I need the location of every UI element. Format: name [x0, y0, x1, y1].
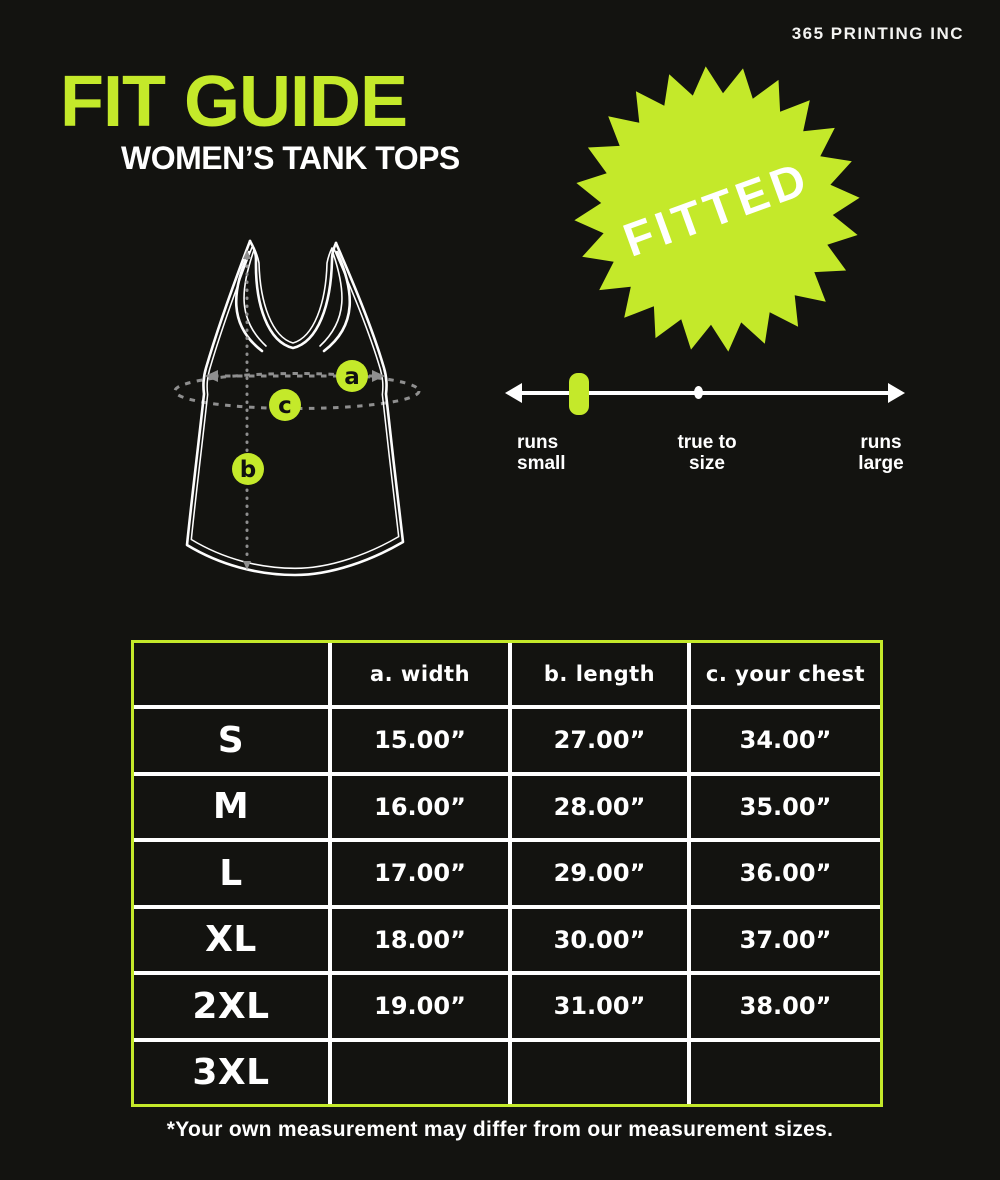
header-length: b. length — [512, 643, 687, 705]
value-3xl-chest — [691, 1042, 880, 1105]
value-3xl-length — [512, 1042, 687, 1105]
value-xl-width: 18.00” — [332, 909, 508, 972]
value-2xl-width: 19.00” — [332, 975, 508, 1038]
svg-text:c: c — [278, 393, 292, 419]
scale-arrow-right-icon — [888, 383, 905, 403]
page-subtitle: WOMEN’S TANK TOPS — [121, 140, 460, 176]
scale-label-runs-small: runs small — [517, 432, 566, 474]
value-s-length: 27.00” — [512, 709, 687, 772]
scale-label-true-to-size: true to size — [677, 432, 737, 474]
value-l-width: 17.00” — [332, 842, 508, 905]
value-s-width: 15.00” — [332, 709, 508, 772]
value-l-chest: 36.00” — [691, 842, 880, 905]
marker-c — [269, 389, 301, 421]
header-corner-cell — [134, 643, 328, 705]
size-label-l: L — [134, 842, 328, 905]
fitted-badge — [570, 62, 864, 356]
value-2xl-length: 31.00” — [512, 975, 687, 1038]
svg-text:b: b — [239, 457, 257, 483]
value-l-length: 29.00” — [512, 842, 687, 905]
size-label-s: S — [134, 709, 328, 772]
size-label-3xl: 3XL — [134, 1042, 328, 1105]
scale-midpoint-dot — [694, 386, 703, 399]
marker-b — [232, 453, 264, 485]
value-xl-length: 30.00” — [512, 909, 687, 972]
scale-label-runs-large: runs large — [858, 432, 904, 474]
brand-text: 365 PRINTING INC — [791, 24, 964, 43]
badge-label: FITTED — [616, 150, 818, 267]
value-s-chest: 34.00” — [691, 709, 880, 772]
header-chest: c. your chest — [691, 643, 880, 705]
value-m-width: 16.00” — [332, 776, 508, 839]
tank-top-diagram — [150, 228, 462, 592]
scale-indicator — [569, 373, 589, 415]
header-width: a. width — [332, 643, 508, 705]
value-2xl-chest: 38.00” — [691, 975, 880, 1038]
size-label-m: M — [134, 776, 328, 839]
value-m-length: 28.00” — [512, 776, 687, 839]
fit-scale — [505, 362, 905, 474]
value-m-chest: 35.00” — [691, 776, 880, 839]
svg-text:a: a — [344, 364, 360, 390]
value-3xl-width — [332, 1042, 508, 1105]
marker-a — [336, 360, 368, 392]
value-xl-chest: 37.00” — [691, 909, 880, 972]
size-table — [131, 640, 883, 1107]
page-title: FIT GUIDE — [60, 62, 407, 142]
size-label-2xl: 2XL — [134, 975, 328, 1038]
footnote: *Your own measurement may differ from our measurement sizes. — [166, 1118, 834, 1141]
size-label-xl: XL — [134, 909, 328, 972]
